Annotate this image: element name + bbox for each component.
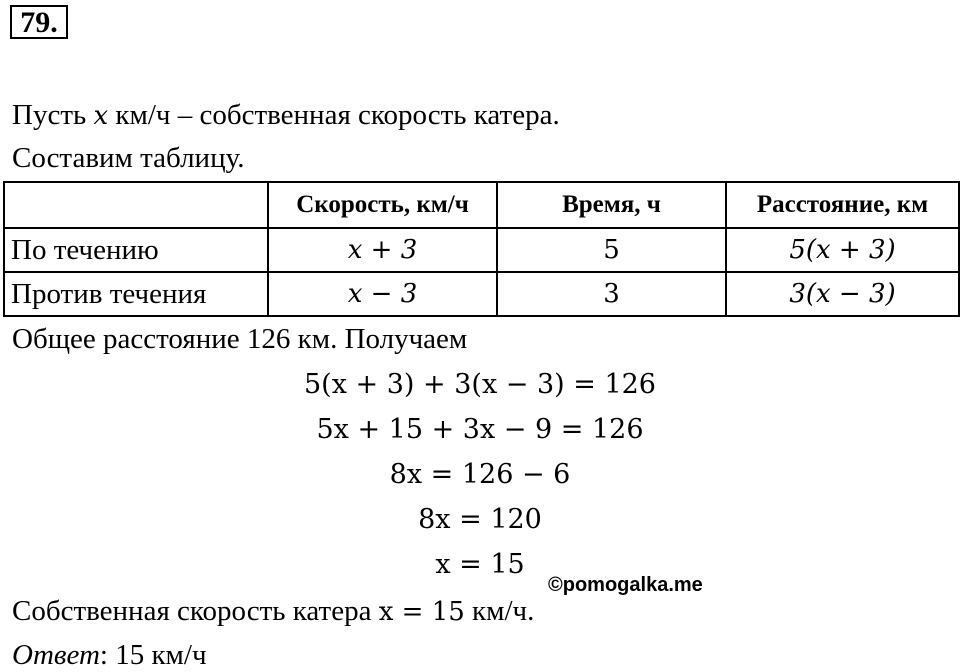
answer-line <box>12 638 207 672</box>
equation-line: 8x = 120 <box>418 504 542 535</box>
variable-x: x <box>93 101 109 131</box>
conclusion-math: x = 15 <box>378 597 465 627</box>
table-header-row <box>4 182 959 228</box>
intro-text-start: Пусть <box>12 99 94 131</box>
header-empty <box>4 182 268 228</box>
intro-text-end: км/ч – собственная скорость катера. <box>108 99 560 131</box>
answer-value: : 15 км/ч <box>99 639 207 671</box>
cell-distance: 5(x + 3) <box>726 228 959 272</box>
row-label: По течению <box>4 228 268 272</box>
intro-line-2: Составим таблицу. <box>12 142 245 174</box>
conclusion-text: Собственная скорость катера <box>12 595 379 627</box>
header-distance: Расстояние, км <box>726 182 959 228</box>
table-row <box>4 272 959 316</box>
cell-time: 3 <box>497 272 726 316</box>
data-table <box>3 181 960 317</box>
conclusion-unit: км/ч. <box>464 595 535 627</box>
header-speed: Скорость, км/ч <box>268 182 497 228</box>
problem-number: 79. <box>10 5 68 39</box>
cell-distance: 3(x − 3) <box>726 272 959 316</box>
intro-line-1 <box>12 98 560 133</box>
row-label: Против течения <box>4 272 268 316</box>
watermark: ©pomogalka.me <box>548 574 703 596</box>
header-time: Время, ч <box>497 182 726 228</box>
conclusion-line <box>12 594 534 629</box>
equation-line: 8x = 126 − 6 <box>389 459 571 490</box>
total-distance-line: Общее расстояние 126 км. Получаем <box>12 323 468 355</box>
equation-line: 5x + 15 + 3x − 9 = 126 <box>316 414 644 445</box>
cell-speed: x + 3 <box>268 228 497 272</box>
answer-label: Ответ <box>12 639 100 671</box>
cell-time: 5 <box>497 228 726 272</box>
equation-line: x = 15 <box>435 549 525 580</box>
table-row <box>4 228 959 272</box>
equation-line: 5(x + 3) + 3(x − 3) = 126 <box>304 369 656 400</box>
cell-speed: x − 3 <box>268 272 497 316</box>
